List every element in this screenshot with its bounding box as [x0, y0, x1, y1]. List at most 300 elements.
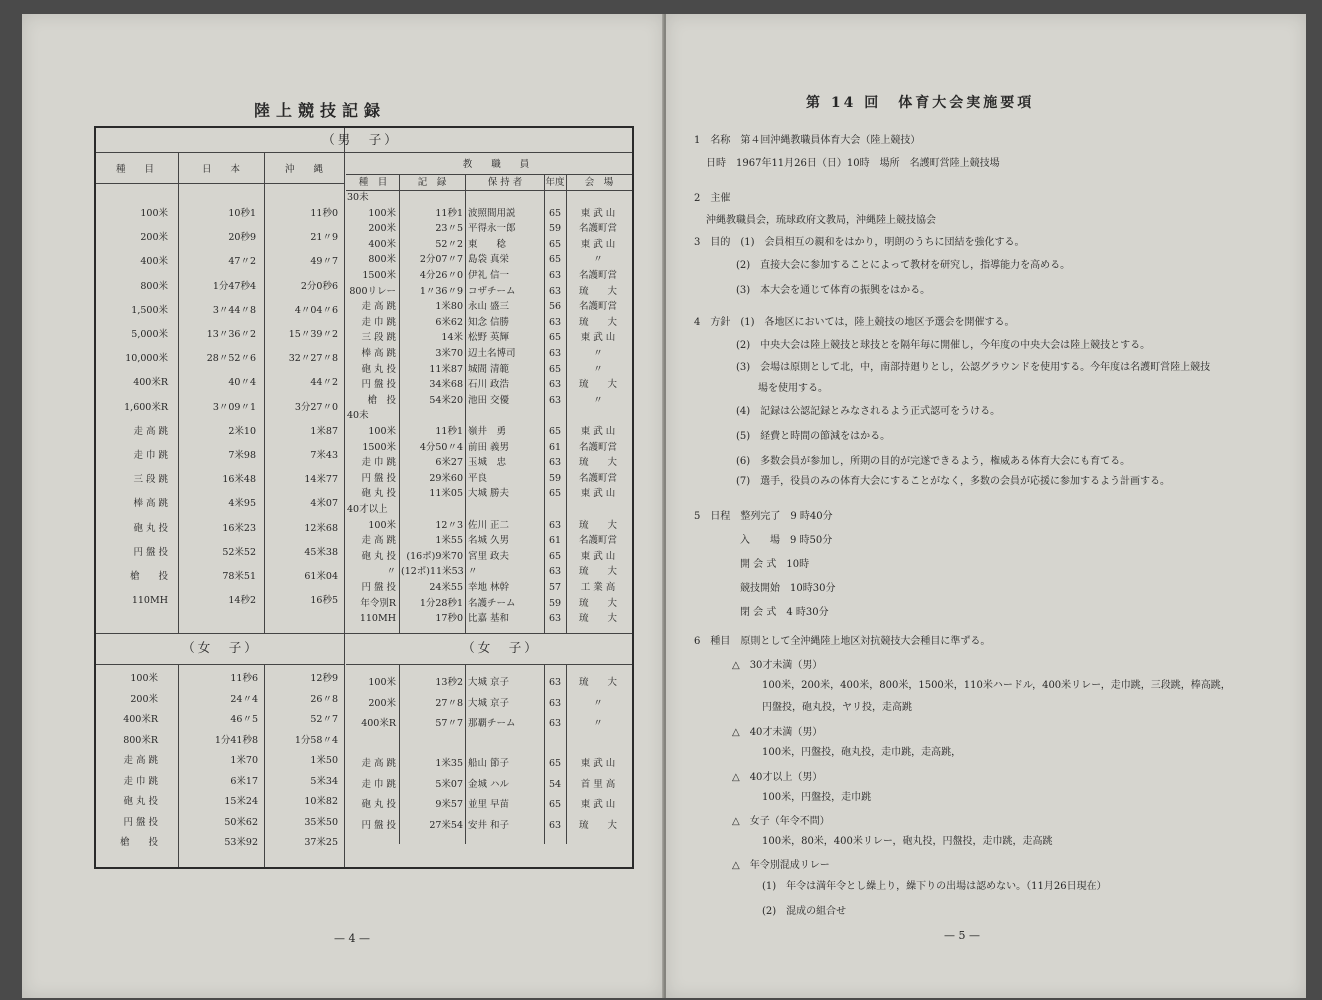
guideline-line: (2) 中央大会は陸上競技と球技とを隔年毎に開催し，今年度の中央大会は陸上競技とする。: [736, 340, 1151, 351]
table-rule: [566, 664, 567, 844]
staff-year: 57: [548, 582, 562, 593]
staff-women-year: 63: [548, 697, 562, 709]
men-okinawa-record: 15〃39〃2: [288, 329, 338, 340]
staff-event: 走 巾 跳: [361, 457, 396, 469]
header-okinawa: 沖 縄: [284, 164, 323, 175]
staff-venue: 名護町営: [578, 441, 617, 453]
staff-venue: 琉 大: [578, 613, 617, 625]
staff-record: 11秒1: [435, 207, 463, 219]
staff-record: 6米27: [435, 457, 463, 469]
staff-record: 2分07〃7: [419, 254, 463, 266]
guideline-line: 3 目的 (1) 会員相互の親和をはかり，明朗のうちに団結を強化する。: [694, 237, 1025, 248]
staff-women-year: 65: [548, 799, 562, 810]
guideline-line: 競技開始 10時30分: [740, 583, 836, 594]
guideline-line: 6 種目 原則として全沖縄陸上地区対抗競技大会種目に準ずる。: [694, 636, 991, 647]
staff-year: 65: [548, 363, 562, 375]
men-okinawa-record: 45米38: [304, 546, 338, 558]
staff-women-year: 63: [548, 819, 562, 831]
staff-venue: 東 武 山: [580, 550, 616, 562]
staff-women-venue: 首 里 高: [580, 778, 616, 790]
staff-year: 65: [548, 550, 562, 562]
men-okinawa-record: 2分0秒6: [300, 280, 338, 292]
table-rule: [544, 664, 545, 844]
staff-venue: 東 武 山: [580, 238, 616, 250]
staff-event: 200米: [368, 223, 396, 235]
staff-year: 59: [548, 472, 562, 484]
staff-event: 年令別R: [360, 597, 396, 609]
men-event: 槍 投: [129, 571, 168, 582]
staff-event: 100米: [368, 207, 396, 219]
men-japan-record: 4米95: [228, 498, 256, 510]
staff-year: 63: [548, 394, 562, 406]
staff-year: 63: [548, 457, 562, 469]
men-japan-record: 13〃36〃2: [206, 329, 256, 340]
men-okinawa-record: 4〃04〃6: [294, 304, 338, 316]
staff-venue: 名護町営: [578, 270, 617, 281]
staff-record: 6米62: [435, 316, 463, 328]
right-page-title: 第 14 回 体育大会実施要項: [806, 95, 1035, 111]
staff-women-record: 9米57: [435, 799, 463, 810]
men-event: 1,600米R: [124, 401, 168, 413]
header-record: 記 録: [417, 177, 447, 188]
staff-year: 63: [548, 613, 562, 625]
staff-event: 砲 丸 投: [361, 550, 396, 562]
staff-record: 34米68: [429, 379, 463, 391]
women-section-label: （女 子）: [182, 640, 260, 655]
staff-year: 63: [548, 519, 562, 531]
men-japan-record: 1分47秒4: [212, 280, 256, 292]
staff-women-venue: 琉 大: [578, 819, 617, 831]
staff-holder: コザチーム: [468, 285, 516, 297]
guideline-line: 100米，80米，400米リレー，砲丸投，円盤投，走巾跳，走高跳: [762, 836, 1053, 847]
women-okinawa-record: 5米34: [310, 775, 338, 787]
staff-venue: 琉 大: [578, 457, 617, 469]
guideline-line: △ 40才以上（男）: [732, 772, 823, 783]
table-rule: [346, 190, 632, 191]
staff-year: 59: [548, 223, 562, 235]
staff-women-venue: 東 武 山: [580, 758, 616, 769]
staff-venue: 工 業 高: [580, 582, 616, 593]
right-page-number: — 5 —: [944, 929, 980, 942]
men-event: 800米: [140, 280, 168, 292]
staff-year: 59: [548, 597, 562, 609]
staff-year: 63: [548, 348, 562, 359]
header-japan: 日 本: [201, 164, 240, 175]
staff-venue: 東 武 山: [580, 332, 616, 344]
staff-holder: 伊礼 信一: [468, 270, 510, 281]
table-rule: [346, 664, 632, 665]
header-holder: 保 持 者: [487, 177, 523, 188]
staff-event: 槍 投: [367, 394, 396, 406]
staff-year: 63: [548, 379, 562, 391]
staff-event: 1500米: [362, 441, 396, 453]
guideline-line: 100米，円盤投，走巾跳: [762, 792, 872, 803]
guideline-line: △ 30才未満（男）: [732, 660, 823, 671]
guideline-line: 5 日程 整列完了 9 時40分: [694, 511, 833, 522]
left-page-number: — 4 —: [334, 932, 370, 945]
guideline-line: 2 主催: [694, 193, 731, 204]
guideline-line: (4) 記録は公認記録とみなされるよう正式認可をうける。: [736, 406, 1001, 417]
staff-event: 砲 丸 投: [361, 488, 396, 500]
staff-record: 17秒0: [435, 613, 463, 625]
staff-event: 三 段 跳: [361, 332, 396, 344]
men-event: 走 巾 跳: [133, 450, 168, 461]
staff-year: 65: [548, 426, 562, 437]
staff-venue: 東 武 山: [580, 207, 616, 219]
staff-venue: 琉 大: [578, 285, 617, 297]
staff-event: 100米: [368, 519, 396, 531]
women-okinawa-record: 10米82: [304, 796, 338, 807]
women-japan-record: 50米62: [224, 816, 258, 828]
staff-women-holder: 並里 早苗: [468, 799, 510, 810]
staff-venue: 名護町営: [578, 301, 617, 313]
staff-record: 24米55: [429, 582, 463, 593]
staff-venue: 琉 大: [578, 597, 617, 609]
table-rule: [178, 152, 179, 633]
staff-holder: 前田 義男: [468, 441, 510, 453]
staff-women-year: 63: [548, 718, 562, 729]
staff-venue: 名護町営: [578, 472, 617, 484]
staff-record: 23〃5: [435, 223, 463, 235]
men-event: 110MH: [131, 595, 168, 607]
men-japan-record: 52米52: [222, 546, 256, 558]
staff-event: 棒 高 跳: [361, 348, 396, 359]
staff-record: 14米: [441, 332, 463, 344]
staff-record: 11米05: [429, 488, 463, 500]
men-okinawa-record: 44〃2: [310, 377, 338, 389]
women-okinawa-record: 52〃7: [310, 714, 338, 725]
guideline-line: 沖縄教職員会，琉球政府文教局，沖縄陸上競技協会: [706, 215, 936, 226]
men-okinawa-record: 7米43: [310, 450, 338, 461]
men-japan-record: 14秒2: [228, 595, 256, 607]
staff-women-holder: 大城 京子: [468, 677, 510, 688]
staff-event: 800米: [368, 254, 396, 266]
staff-record: 1分28秒1: [419, 597, 463, 609]
men-event: 5,000米: [131, 329, 168, 340]
staff-women-year: 63: [548, 677, 562, 688]
men-japan-record: 3〃09〃1: [212, 401, 256, 413]
guideline-line: 日時 1967年11月26日（日）10時 場所 名護町営陸上競技場: [706, 158, 1000, 169]
guideline-line: △ 40才未満（男）: [732, 727, 823, 738]
men-okinawa-record: 3分27〃0: [294, 401, 338, 413]
guideline-line: 100米，円盤投，砲丸投，走巾跳，走高跳，: [762, 747, 962, 758]
women-okinawa-record: 12秒9: [310, 673, 338, 684]
staff-venue: 琉 大: [578, 316, 617, 328]
staff-holder: 宮里 政夫: [468, 550, 510, 562]
staff-venue: 琉 大: [578, 566, 617, 578]
table-rule: [96, 633, 632, 634]
guideline-line: 入 場 9 時50分: [740, 535, 833, 546]
men-okinawa-record: 32〃27〃8: [288, 353, 338, 365]
staff-year: 63: [548, 316, 562, 328]
women-japan-record: 1分41秒8: [214, 734, 258, 746]
staff-record: 11米87: [429, 363, 463, 375]
staff-holder: 幸地 林幹: [468, 582, 510, 593]
men-event: 100米: [140, 208, 168, 219]
staff-women-holder: 金城 ハル: [468, 778, 510, 790]
staff-record: 11秒1: [435, 426, 463, 437]
staff-record: 4分26〃0: [419, 270, 463, 281]
header-event: 種 目: [115, 164, 154, 175]
men-okinawa-record: 21〃9: [310, 232, 338, 244]
staff-record: (12ポ)11米53: [401, 566, 464, 578]
staff-record: 54米20: [429, 394, 463, 406]
staff-venue: 名護町営: [578, 223, 617, 235]
men-japan-record: 3〃44〃8: [212, 304, 256, 316]
table-rule: [264, 664, 265, 867]
men-event: 200米: [140, 232, 168, 244]
header-staff: 教 職 員: [462, 159, 530, 170]
table-rule: [465, 664, 466, 844]
staff-women-holder: 大城 京子: [468, 697, 510, 709]
guideline-line: (5) 経費と時間の節減をはかる。: [736, 431, 891, 442]
staff-women-record: 1米35: [435, 758, 463, 769]
staff-venue: 〃: [593, 254, 603, 266]
table-rule: [346, 174, 632, 175]
staff-event: 400米: [368, 238, 396, 250]
staff-year: 63: [548, 285, 562, 297]
guideline-line: (2) 直接大会に参加することによって教材を研究し，指導能力を高める。: [736, 260, 1071, 271]
staff-women-event: 走 高 跳: [361, 758, 396, 769]
men-okinawa-record: 11秒0: [310, 208, 338, 219]
staff-age-group: 40未: [347, 410, 369, 422]
guideline-line: △ 年令別混成リレー: [732, 860, 830, 871]
women-okinawa-record: 35米50: [304, 816, 338, 828]
guideline-line: 円盤投，砲丸投，ヤリ投，走高跳: [762, 702, 912, 713]
staff-holder: 波照間用説: [468, 207, 516, 219]
guideline-line: 場を使用する。: [758, 383, 828, 394]
staff-women-holder: 那覇チーム: [468, 718, 516, 729]
staff-venue: 〃: [593, 363, 603, 375]
staff-holder: 平得永一郎: [468, 223, 516, 235]
table-rule: [96, 152, 632, 153]
women-event: 円 盤 投: [123, 816, 158, 828]
men-japan-record: 7米98: [228, 450, 256, 461]
left-page: [22, 14, 664, 998]
staff-year: 61: [548, 535, 562, 547]
men-event: 砲 丸 投: [133, 522, 168, 534]
header-year: 年度: [545, 177, 565, 188]
staff-holder: 城間 清範: [468, 363, 510, 375]
staff-women-event: 砲 丸 投: [361, 799, 396, 810]
staff-holder: 石川 政浩: [468, 379, 510, 391]
header-staff-event: 種 目: [358, 177, 388, 188]
staff-women-event: 円 盤 投: [361, 819, 396, 831]
staff-venue: 琉 大: [578, 519, 617, 531]
men-okinawa-record: 4米07: [310, 498, 338, 510]
guideline-line: 1 名称 第４回沖縄教職員体育大会（陸上競技）: [694, 135, 921, 146]
left-page-title: 陸上競技記録: [254, 101, 387, 120]
staff-record: (16ポ)9米70: [406, 550, 463, 562]
table-rule: [399, 664, 400, 844]
table-rule: [264, 152, 265, 633]
staff-event: 110MH: [359, 613, 396, 625]
women-japan-record: 1米70: [230, 755, 258, 766]
guideline-line: (3) 本大会を通じて体育の振興をはかる。: [736, 285, 931, 296]
women-japan-record: 11秒6: [230, 673, 258, 684]
staff-event: 〃: [386, 566, 396, 578]
staff-record: 29米60: [429, 472, 463, 484]
staff-holder: 辺土名博司: [468, 348, 516, 359]
women-okinawa-record: 1分58〃4: [294, 734, 338, 746]
men-event: 走 高 跳: [133, 425, 168, 437]
staff-women-year: 65: [548, 758, 562, 769]
table-rule: [96, 664, 344, 665]
staff-women-record: 5米07: [435, 778, 463, 790]
men-japan-record: 16米23: [222, 522, 256, 534]
staff-venue: 名護町営: [578, 535, 617, 547]
staff-holder: 嶺井 勇: [468, 426, 507, 437]
staff-women-event: 400米R: [361, 718, 396, 729]
women-event: 100米: [130, 673, 158, 684]
staff-age-group: 30未: [347, 192, 369, 203]
men-event: 三 段 跳: [133, 474, 168, 486]
men-okinawa-record: 12米68: [304, 522, 338, 534]
staff-record: 4分50〃4: [419, 441, 463, 453]
men-section-label: （男 子）: [322, 132, 400, 147]
staff-women-record: 27〃8: [435, 697, 463, 709]
right-page: [666, 14, 1306, 998]
men-okinawa-record: 1米87: [310, 425, 338, 437]
staff-event: 100米: [368, 426, 396, 437]
men-okinawa-record: 49〃7: [310, 256, 338, 268]
staff-event: 走 高 跳: [361, 301, 396, 313]
staff-record: 1〃36〃9: [419, 285, 463, 297]
men-japan-record: 47〃2: [228, 256, 256, 268]
staff-venue: 東 武 山: [580, 488, 616, 500]
staff-holder: 名城 久男: [468, 535, 510, 547]
staff-event: 砲 丸 投: [361, 363, 396, 375]
women-event: 砲 丸 投: [123, 796, 158, 807]
women-event: 槍 投: [119, 837, 158, 848]
staff-women-section-label: （女 子）: [462, 640, 540, 655]
women-event: 800米R: [123, 734, 158, 746]
staff-holder: 〃: [468, 566, 478, 578]
table-rule: [344, 128, 345, 867]
women-event: 走 巾 跳: [123, 775, 158, 787]
staff-holder: 永山 盛三: [468, 301, 510, 313]
records-table: [94, 126, 634, 869]
guideline-line: 4 方針 (1) 各地区においては，陸上競技の地区予選会を開催する。: [694, 317, 1015, 328]
staff-event: 走 高 跳: [361, 535, 396, 547]
staff-women-year: 54: [548, 778, 562, 790]
staff-holder: 比嘉 基和: [468, 613, 510, 625]
women-japan-record: 53米92: [224, 837, 258, 848]
staff-event: 800リレー: [349, 285, 396, 297]
staff-record: 12〃3: [435, 519, 463, 531]
staff-event: 円 盤 投: [361, 582, 396, 593]
men-okinawa-record: 16秒5: [310, 595, 338, 607]
staff-women-event: 走 巾 跳: [361, 778, 396, 790]
staff-holder: 大城 勝夫: [468, 488, 510, 500]
women-japan-record: 15米24: [224, 796, 258, 807]
staff-women-holder: 船山 節子: [468, 758, 510, 769]
staff-year: 65: [548, 332, 562, 344]
staff-event: 走 巾 跳: [361, 316, 396, 328]
staff-venue: 琉 大: [578, 379, 617, 391]
staff-year: 65: [548, 238, 562, 250]
table-rule: [178, 664, 179, 867]
staff-women-record: 57〃7: [435, 718, 463, 729]
men-event: 10,000米: [125, 353, 168, 365]
guideline-line: (1) 年令は満年令とし繰上り，繰下りの出場は認めない。（11月26日現在）: [762, 881, 1107, 892]
women-event: 200米: [130, 693, 158, 705]
men-okinawa-record: 61米04: [304, 571, 338, 582]
men-japan-record: 10秒1: [228, 208, 256, 219]
guideline-line: 開 会 式 10時: [740, 559, 810, 570]
staff-women-venue: 〃: [593, 697, 603, 709]
women-japan-record: 24〃4: [230, 693, 258, 705]
table-rule: [465, 174, 466, 633]
women-japan-record: 6米17: [230, 775, 258, 787]
men-event: 円 盤 投: [133, 546, 168, 558]
staff-venue: 〃: [593, 348, 603, 359]
women-okinawa-record: 26〃8: [310, 693, 338, 705]
staff-event: 円 盤 投: [361, 472, 396, 484]
staff-venue: 東 武 山: [580, 426, 616, 437]
staff-event: 円 盤 投: [361, 379, 396, 391]
staff-holder: 名護チーム: [468, 597, 516, 609]
men-japan-record: 28〃52〃6: [206, 353, 256, 365]
staff-year: 65: [548, 207, 562, 219]
women-event: 400米R: [123, 714, 158, 725]
staff-record: 3米70: [435, 348, 463, 359]
guideline-line: (3) 会場は原則として北，中，南部持廻りとし，公認グラウンドを使用する。今年度は名護町営陸上競技: [736, 362, 1211, 373]
staff-women-venue: 東 武 山: [580, 799, 616, 810]
men-japan-record: 78米51: [222, 571, 256, 582]
guideline-line: (7) 選手，役員のみの体育大会にすることがなく，多数の会員が応援に参加するよう計画する。: [736, 476, 1170, 487]
staff-holder: 佐川 正二: [468, 519, 510, 531]
staff-year: 65: [548, 488, 562, 500]
table-rule: [399, 174, 400, 633]
staff-record: 1米80: [435, 301, 463, 313]
men-event: 1,500米: [131, 304, 168, 316]
staff-holder: 東 稔: [468, 238, 507, 250]
men-japan-record: 2米10: [228, 425, 256, 437]
staff-age-group: 40才以上: [347, 504, 388, 515]
guideline-line: (6) 多数会員が参加し，所期の目的が完遂できるよう，権威ある体育大会にも育てる。: [736, 456, 1131, 467]
staff-year: 61: [548, 441, 562, 453]
staff-year: 63: [548, 566, 562, 578]
guideline-line: △ 女子（年令不問）: [732, 816, 830, 827]
staff-record: 1米55: [435, 535, 463, 547]
men-japan-record: 16米48: [222, 474, 256, 486]
staff-year: 65: [548, 254, 562, 266]
women-event: 走 高 跳: [123, 755, 158, 766]
guideline-line: 100米，200米，400米，800米，1500米，110米ハードル，400米リレー，走巾跳，三段跳，棒高跳，: [762, 680, 1231, 691]
staff-women-holder: 安井 和子: [468, 819, 510, 831]
staff-record: 52〃2: [435, 238, 463, 250]
staff-event: 1500米: [362, 270, 396, 281]
staff-women-record: 27米54: [429, 819, 463, 831]
staff-year: 63: [548, 270, 562, 281]
men-event: 400米R: [133, 377, 168, 389]
staff-year: 56: [548, 301, 562, 313]
women-okinawa-record: 37米25: [304, 837, 338, 848]
staff-women-event: 200米: [368, 697, 396, 709]
men-japan-record: 20秒9: [228, 232, 256, 244]
staff-women-venue: 〃: [593, 718, 603, 729]
staff-women-event: 100米: [368, 677, 396, 688]
men-japan-record: 40〃4: [228, 377, 256, 389]
women-japan-record: 46〃5: [230, 714, 258, 725]
staff-venue: 〃: [593, 394, 603, 406]
men-okinawa-record: 14米77: [304, 474, 338, 486]
staff-holder: 知念 信勝: [468, 316, 510, 328]
table-rule: [566, 174, 567, 633]
staff-holder: 池田 交優: [468, 394, 510, 406]
staff-holder: 松野 英輝: [468, 332, 510, 344]
